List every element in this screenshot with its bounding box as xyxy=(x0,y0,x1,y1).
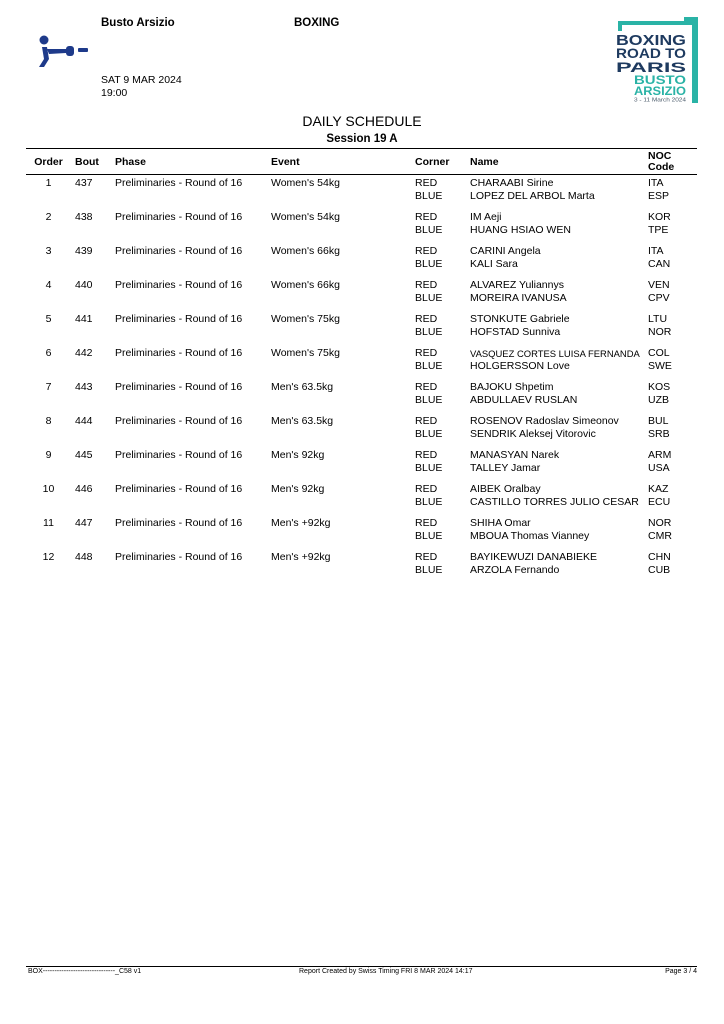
table-row xyxy=(26,515,697,549)
table-row xyxy=(26,447,697,481)
corner-blue: BLUE xyxy=(415,563,443,576)
footer-page-number: Page 3 / 4 xyxy=(665,968,697,975)
header-order: Order xyxy=(26,149,71,175)
order-value: 1 xyxy=(45,177,52,189)
phase-value: Preliminaries - Round of 16 xyxy=(115,346,243,359)
order-value: 4 xyxy=(45,278,52,291)
event-value: Women's 54kg xyxy=(271,177,340,189)
page-title: DAILY SCHEDULE xyxy=(302,113,422,129)
header-noc-line1: NOC xyxy=(648,150,672,162)
header-bout: Bout xyxy=(71,149,111,175)
noc-cell xyxy=(644,413,697,447)
order-value: 9 xyxy=(45,448,52,461)
boxer-red-name: SHIHA Omar xyxy=(470,516,531,529)
logo-line-4: BUSTO xyxy=(634,75,687,87)
corner-cell xyxy=(411,515,466,549)
noc-cell xyxy=(644,379,697,413)
noc-blue: ESP xyxy=(648,190,670,202)
corner-blue: BLUE xyxy=(415,393,443,406)
corner-red: RED xyxy=(415,244,438,257)
phase-cell xyxy=(111,311,267,345)
bout-value: 445 xyxy=(75,448,93,461)
name-cell xyxy=(466,277,644,311)
noc-blue: ECU xyxy=(648,495,671,508)
boxer-blue-name: ARZOLA Fernando xyxy=(470,563,560,576)
phase-cell xyxy=(111,209,267,243)
name-cell xyxy=(466,379,644,413)
boxer-red-name: ROSENOV Radoslav Simeonov xyxy=(470,414,619,427)
bout-value: 446 xyxy=(75,482,93,495)
boxer-blue-name: HUANG HSIAO WEN xyxy=(470,223,571,236)
name-cell xyxy=(466,549,644,583)
table-row xyxy=(26,175,697,209)
noc-blue: UZB xyxy=(648,393,669,406)
name-cell xyxy=(466,481,644,515)
sport-name: BOXING xyxy=(294,17,340,29)
corner-cell xyxy=(411,379,466,413)
order-cell xyxy=(26,515,71,549)
phase-value: Preliminaries - Round of 16 xyxy=(115,448,243,461)
bout-value: 437 xyxy=(75,177,93,189)
logo-line-3: PARIS xyxy=(616,59,686,75)
bout-value: 443 xyxy=(75,380,93,393)
noc-blue: CAN xyxy=(648,257,671,270)
corner-red: RED xyxy=(415,516,438,529)
table-row xyxy=(26,243,697,277)
noc-blue: TPE xyxy=(648,223,669,236)
table-row xyxy=(26,481,697,515)
boxer-red-name: CARINI Angela xyxy=(470,244,541,257)
order-cell xyxy=(26,379,71,413)
corner-cell xyxy=(411,311,466,345)
corner-red: RED xyxy=(415,177,438,189)
phase-cell xyxy=(111,379,267,413)
corner-blue: BLUE xyxy=(415,291,443,304)
session-date: SAT 9 MAR 2024 xyxy=(101,74,182,86)
corner-cell xyxy=(411,277,466,311)
phase-cell xyxy=(111,345,267,379)
header-noc xyxy=(644,149,697,175)
event-value: Women's 54kg xyxy=(271,210,340,223)
event-cell xyxy=(267,447,411,481)
noc-red: VEN xyxy=(648,278,670,291)
order-cell xyxy=(26,277,71,311)
event-cell xyxy=(267,413,411,447)
boxer-red-name: VASQUEZ CORTES LUISA FERNANDA xyxy=(470,347,640,359)
bout-value: 444 xyxy=(75,414,93,427)
event-cell xyxy=(267,311,411,345)
name-cell xyxy=(466,515,644,549)
boxer-blue-name: MBOUA Thomas Vianney xyxy=(470,529,590,542)
order-cell xyxy=(26,481,71,515)
noc-red: ITA xyxy=(648,244,664,257)
noc-cell xyxy=(644,311,697,345)
bout-value: 439 xyxy=(75,244,93,257)
corner-red: RED xyxy=(415,380,438,393)
event-cell xyxy=(267,515,411,549)
corner-cell xyxy=(411,447,466,481)
phase-value: Preliminaries - Round of 16 xyxy=(115,550,243,563)
noc-cell xyxy=(644,175,697,209)
bout-cell xyxy=(71,481,111,515)
corner-red: RED xyxy=(415,550,438,563)
bout-value: 440 xyxy=(75,278,93,291)
table-row xyxy=(26,345,697,379)
noc-cell xyxy=(644,515,697,549)
event-value: Men's 63.5kg xyxy=(271,380,334,393)
order-value: 5 xyxy=(45,312,52,325)
venue-name: Busto Arsizio xyxy=(101,17,175,29)
phase-cell xyxy=(111,413,267,447)
corner-cell xyxy=(411,175,466,209)
phase-cell xyxy=(111,481,267,515)
order-cell xyxy=(26,345,71,379)
table-row xyxy=(26,277,697,311)
footer-created-by: Report Created by Swiss Timing FRI 8 MAR 2024 14:17 xyxy=(299,968,473,975)
corner-cell xyxy=(411,345,466,379)
phase-value: Preliminaries - Round of 16 xyxy=(115,414,243,427)
corner-red: RED xyxy=(415,346,438,359)
name-cell xyxy=(466,209,644,243)
corner-red: RED xyxy=(415,448,438,461)
footer-divider xyxy=(26,966,697,967)
phase-cell xyxy=(111,243,267,277)
corner-blue: BLUE xyxy=(415,257,443,270)
corner-blue: BLUE xyxy=(415,359,443,372)
event-value: Men's +92kg xyxy=(271,550,331,563)
name-cell xyxy=(466,311,644,345)
event-value: Women's 75kg xyxy=(271,312,340,325)
order-cell xyxy=(26,175,71,209)
table-row xyxy=(26,413,697,447)
order-cell xyxy=(26,549,71,583)
boxer-blue-name: CASTILLO TORRES JULIO CESAR xyxy=(470,495,639,508)
name-cell xyxy=(466,175,644,209)
event-value: Men's 92kg xyxy=(271,482,325,495)
noc-red: CHN xyxy=(648,550,671,563)
bout-cell xyxy=(71,549,111,583)
noc-red: ITA xyxy=(648,177,664,189)
bout-cell xyxy=(71,379,111,413)
corner-red: RED xyxy=(415,482,438,495)
corner-blue: BLUE xyxy=(415,461,443,474)
phase-value: Preliminaries - Round of 16 xyxy=(115,278,243,291)
event-value: Women's 66kg xyxy=(271,244,340,257)
bout-cell xyxy=(71,277,111,311)
session-time: 19:00 xyxy=(101,87,128,99)
boxer-red-name: ALVAREZ Yuliannys xyxy=(470,278,564,291)
event-cell xyxy=(267,209,411,243)
corner-blue: BLUE xyxy=(415,529,443,542)
boxer-red-name: BAYIKEWUZI DANABIEKE xyxy=(470,550,597,563)
event-cell xyxy=(267,243,411,277)
noc-cell xyxy=(644,277,697,311)
corner-red: RED xyxy=(415,210,438,223)
name-cell xyxy=(466,345,644,379)
logo-line-5: ARSIZIO xyxy=(634,86,687,98)
name-cell xyxy=(466,243,644,277)
name-cell xyxy=(466,447,644,481)
noc-cell xyxy=(644,209,697,243)
order-value: 3 xyxy=(45,244,52,257)
event-cell xyxy=(267,481,411,515)
boxer-red-name: BAJOKU Shpetim xyxy=(470,380,554,393)
boxer-blue-name: KALI Sara xyxy=(470,257,518,270)
noc-red: ARM xyxy=(648,448,672,461)
header-corner: Corner xyxy=(411,149,466,175)
bout-cell xyxy=(71,243,111,277)
boxer-blue-name: HOFSTAD Sunniva xyxy=(470,325,561,338)
phase-cell xyxy=(111,277,267,311)
noc-blue: SRB xyxy=(648,427,670,440)
noc-cell xyxy=(644,345,697,379)
order-cell xyxy=(26,243,71,277)
corner-blue: BLUE xyxy=(415,190,443,202)
boxer-red-name: IM Aeji xyxy=(470,210,502,223)
bout-cell xyxy=(71,447,111,481)
header-name: Name xyxy=(466,149,644,175)
order-value: 11 xyxy=(43,516,54,529)
phase-value: Preliminaries - Round of 16 xyxy=(115,244,243,257)
phase-value: Preliminaries - Round of 16 xyxy=(115,482,243,495)
noc-blue: CUB xyxy=(648,563,671,576)
boxer-red-name: AIBEK Oralbay xyxy=(470,482,541,495)
event-value: Men's 63.5kg xyxy=(271,414,334,427)
header-phase: Phase xyxy=(111,149,267,175)
corner-blue: BLUE xyxy=(415,325,443,338)
boxer-blue-name: ABDULLAEV RUSLAN xyxy=(470,393,578,406)
corner-cell xyxy=(411,481,466,515)
noc-cell xyxy=(644,549,697,583)
table-row xyxy=(26,311,697,345)
order-cell xyxy=(26,209,71,243)
boxer-red-name: STONKUTE Gabriele xyxy=(470,312,570,325)
corner-red: RED xyxy=(415,414,438,427)
corner-cell xyxy=(411,243,466,277)
order-cell xyxy=(26,413,71,447)
phase-cell xyxy=(111,175,267,209)
phase-cell xyxy=(111,447,267,481)
event-cell xyxy=(267,549,411,583)
schedule-table xyxy=(26,148,697,583)
noc-blue: NOR xyxy=(648,325,672,338)
phase-value: Preliminaries - Round of 16 xyxy=(115,177,243,189)
header-event: Event xyxy=(267,149,411,175)
phase-cell xyxy=(111,515,267,549)
noc-cell xyxy=(644,243,697,277)
bout-cell xyxy=(71,515,111,549)
boxer-red-name: CHARAABI Sirine xyxy=(470,177,554,189)
boxing-pictogram-icon xyxy=(36,34,92,68)
logo-line-1: BOXING xyxy=(616,32,686,49)
noc-blue: CPV xyxy=(648,291,670,304)
bout-cell xyxy=(71,209,111,243)
bout-value: 447 xyxy=(75,516,93,529)
boxer-blue-name: TALLEY Jamar xyxy=(470,461,541,474)
bout-value: 441 xyxy=(75,312,93,325)
phase-value: Preliminaries - Round of 16 xyxy=(115,516,243,529)
table-row xyxy=(26,209,697,243)
noc-red: KOS xyxy=(648,380,671,393)
table-row xyxy=(26,549,697,583)
logo-line-6: 3 - 11 March 2024 xyxy=(634,97,687,103)
bout-cell xyxy=(71,175,111,209)
session-date-time xyxy=(101,74,182,100)
order-value: 2 xyxy=(45,210,52,223)
boxing-road-to-paris-logo xyxy=(612,17,698,103)
header-noc-line2: Code xyxy=(648,161,675,173)
schedule-table-wrapper xyxy=(26,148,697,583)
bout-value: 448 xyxy=(75,550,93,563)
corner-red: RED xyxy=(415,312,438,325)
order-value: 6 xyxy=(45,346,52,359)
name-cell xyxy=(466,413,644,447)
table-header-row xyxy=(26,149,697,175)
noc-red: BUL xyxy=(648,414,669,427)
boxer-blue-name: HOLGERSSON Love xyxy=(470,359,570,372)
event-cell xyxy=(267,175,411,209)
corner-blue: BLUE xyxy=(415,427,443,440)
bout-value: 438 xyxy=(75,210,93,223)
bout-cell xyxy=(71,413,111,447)
event-cell xyxy=(267,277,411,311)
noc-cell xyxy=(644,481,697,515)
boxer-red-name: MANASYAN Narek xyxy=(470,448,560,461)
noc-red: NOR xyxy=(648,516,672,529)
bout-value: 442 xyxy=(75,346,93,359)
event-value: Women's 66kg xyxy=(271,278,340,291)
event-value: Women's 75kg xyxy=(271,346,340,359)
order-value: 12 xyxy=(42,550,55,563)
order-value: 7 xyxy=(45,380,52,393)
phase-value: Preliminaries - Round of 16 xyxy=(115,210,243,223)
order-cell xyxy=(26,447,71,481)
corner-red: RED xyxy=(415,278,438,291)
noc-red: COL xyxy=(648,346,670,359)
bout-cell xyxy=(71,345,111,379)
boxer-blue-name: SENDRIK Aleksej Vitorovic xyxy=(470,427,596,440)
noc-blue: USA xyxy=(648,461,670,474)
corner-blue: BLUE xyxy=(415,495,443,508)
corner-cell xyxy=(411,413,466,447)
event-cell xyxy=(267,379,411,413)
order-cell xyxy=(26,311,71,345)
phase-value: Preliminaries - Round of 16 xyxy=(115,380,243,393)
phase-value: Preliminaries - Round of 16 xyxy=(115,312,243,325)
corner-blue: BLUE xyxy=(415,223,443,236)
event-value: Men's +92kg xyxy=(271,516,331,529)
boxer-blue-name: LOPEZ DEL ARBOL Marta xyxy=(470,190,595,202)
noc-red: KOR xyxy=(648,210,671,223)
table-row xyxy=(26,379,697,413)
noc-cell xyxy=(644,447,697,481)
session-subtitle: Session 19 A xyxy=(326,133,398,145)
event-value: Men's 92kg xyxy=(271,448,325,461)
boxer-blue-name: MOREIRA IVANUSA xyxy=(470,291,567,304)
event-cell xyxy=(267,345,411,379)
corner-cell xyxy=(411,549,466,583)
logo-line-2: ROAD TO xyxy=(616,45,687,61)
noc-blue: SWE xyxy=(648,359,672,372)
order-value: 10 xyxy=(42,482,55,495)
corner-cell xyxy=(411,209,466,243)
phase-cell xyxy=(111,549,267,583)
noc-red: KAZ xyxy=(648,482,669,495)
noc-blue: CMR xyxy=(648,529,672,542)
bout-cell xyxy=(71,311,111,345)
order-value: 8 xyxy=(45,414,52,427)
footer-report-code: BOX-------------------------------_C58 v1 xyxy=(28,968,142,975)
noc-red: LTU xyxy=(648,312,668,325)
